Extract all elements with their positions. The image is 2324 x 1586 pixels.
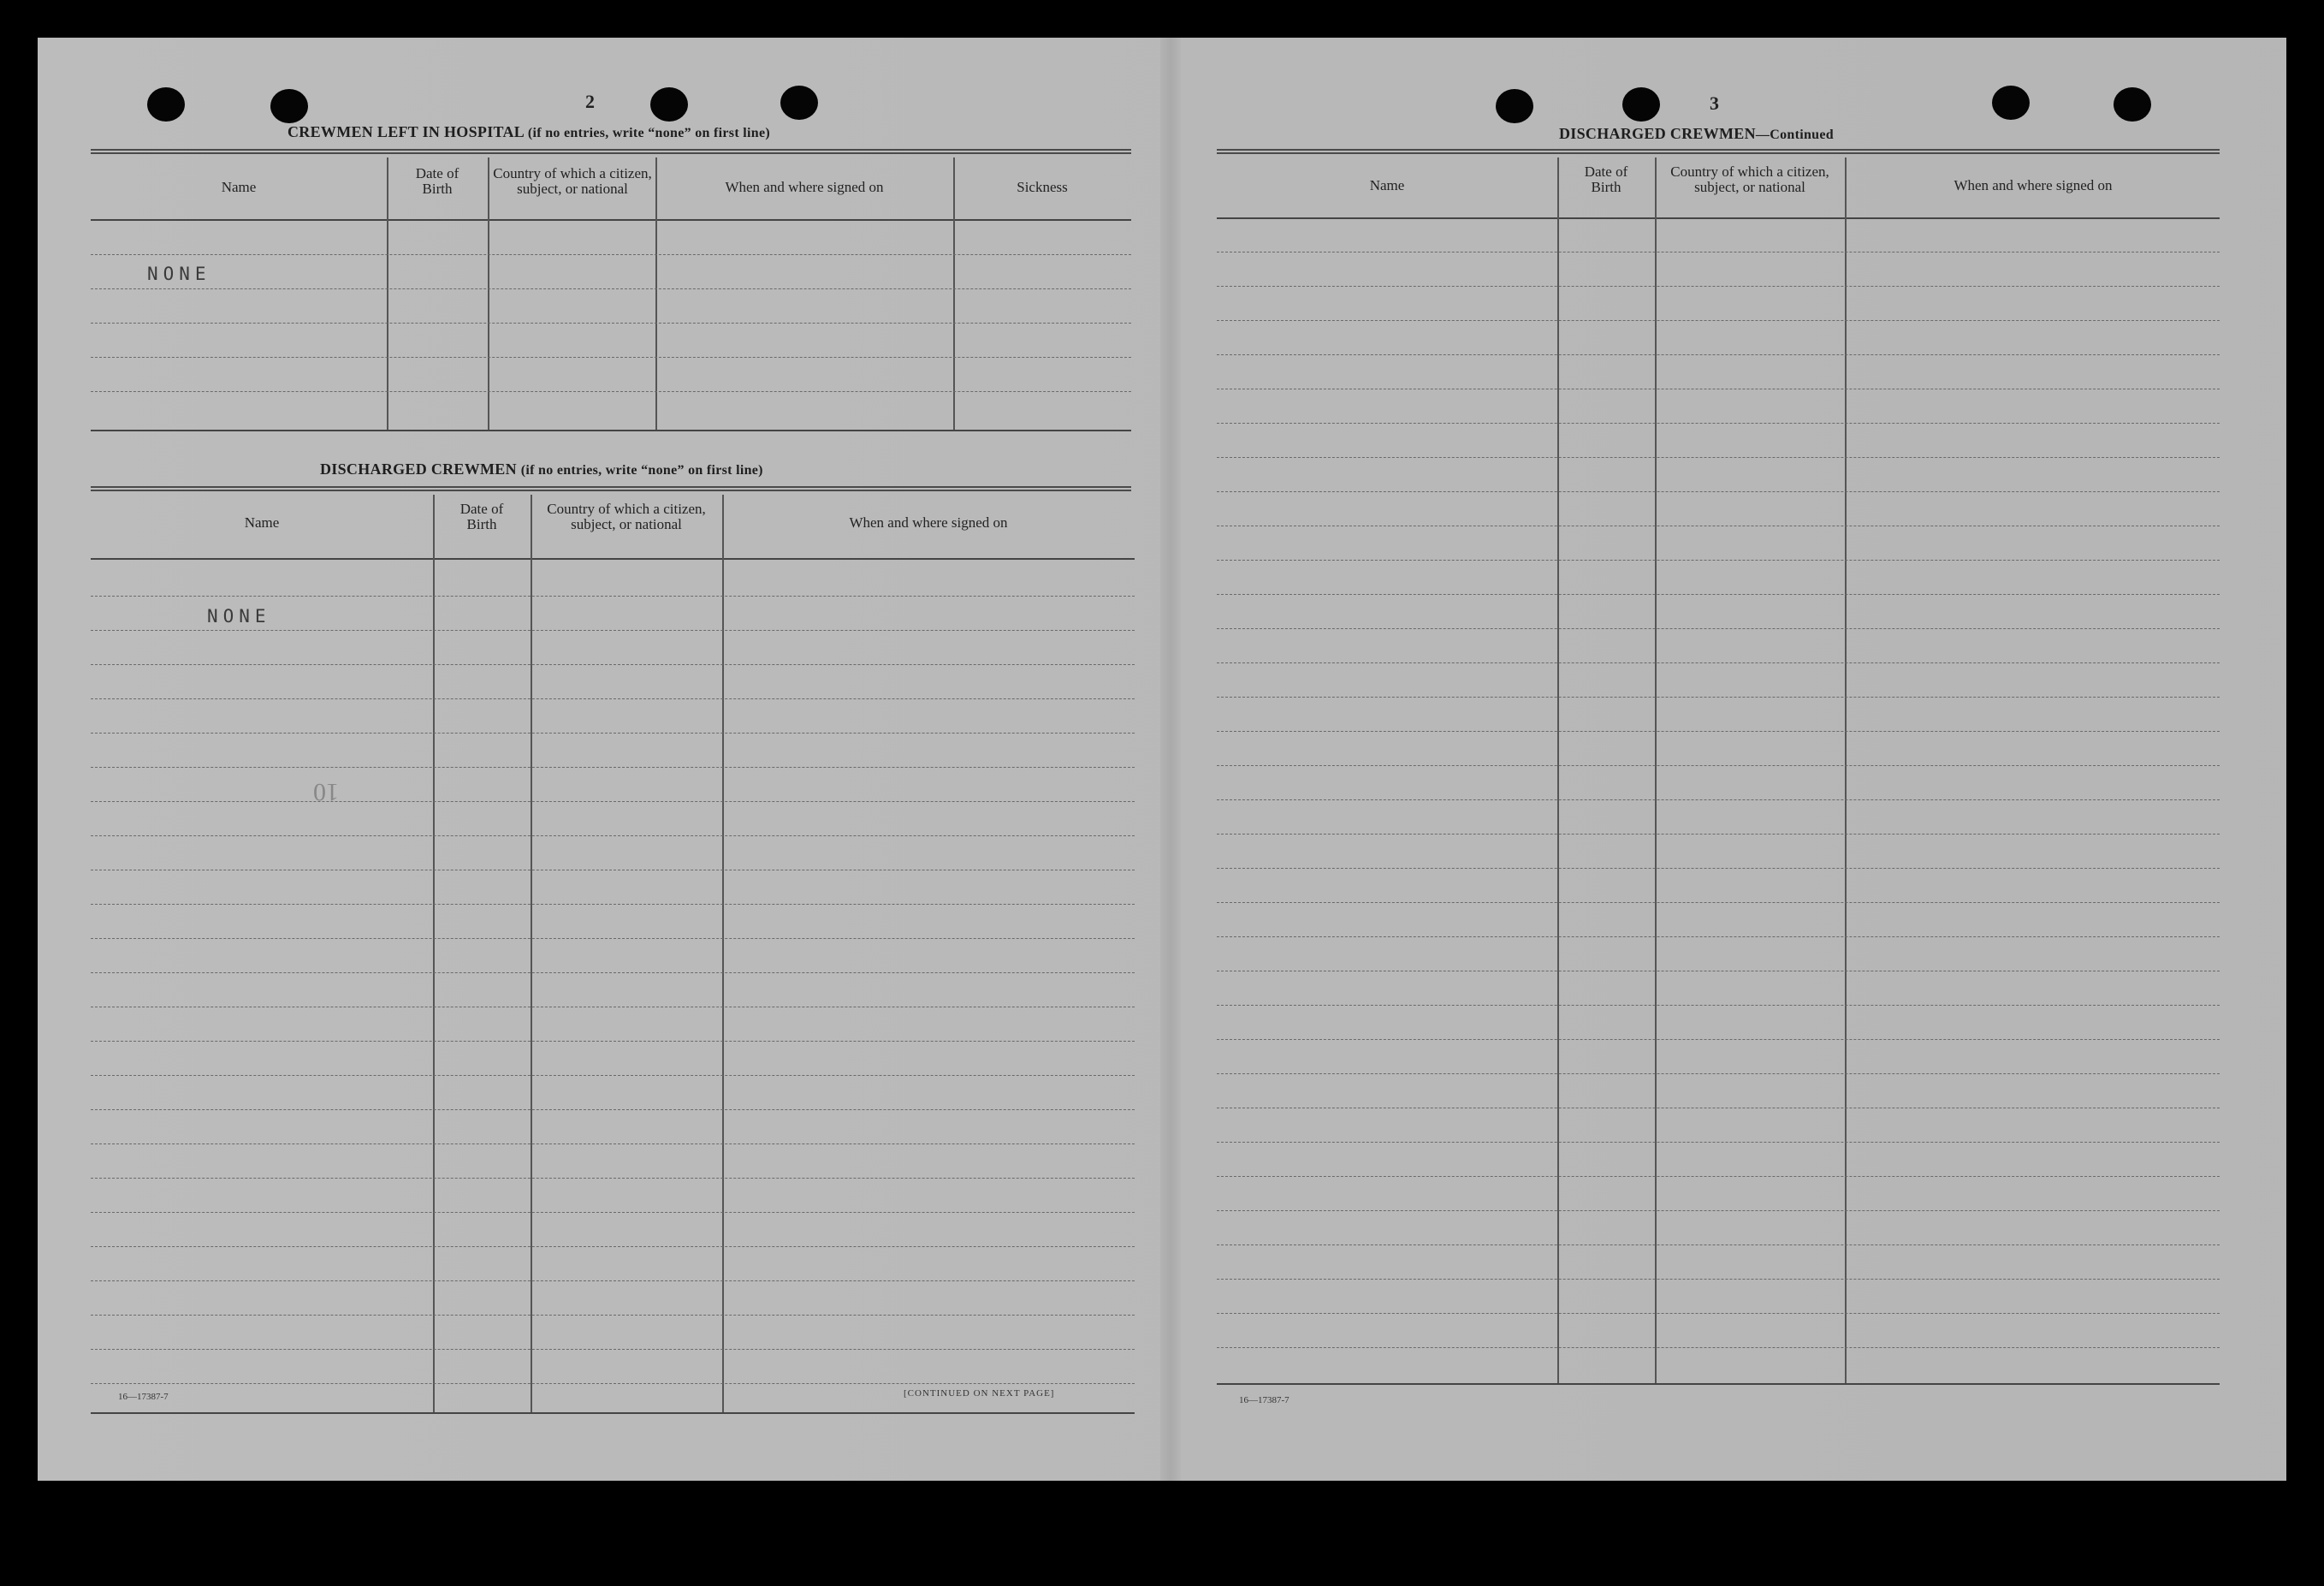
ruled-line — [1217, 1142, 2220, 1143]
ruled-line — [91, 1109, 1135, 1110]
ruled-line — [91, 254, 1131, 255]
ruled-line — [91, 1246, 1135, 1247]
right-section-title — [1559, 125, 1834, 143]
ruled-line — [1217, 731, 2220, 732]
discharged-title-text: DISCHARGED CREWMEN — [320, 460, 517, 478]
ruled-line — [1217, 1244, 2220, 1245]
right-form-number: 16—17387-7 — [1239, 1395, 1289, 1405]
left-form-number: 16—17387-7 — [118, 1392, 169, 1402]
column-header-name: Name — [1369, 177, 1405, 193]
left-page-number: 2 — [585, 91, 595, 112]
hospital-entry-none: NONE — [147, 264, 211, 284]
column-header-country: Country of which a citizen, subject, or national — [493, 165, 652, 197]
ruled-line — [91, 835, 1135, 836]
ruled-line — [1217, 799, 2220, 800]
column-header-signed-on: When and where signed on — [725, 179, 884, 195]
ruled-line — [91, 1280, 1135, 1281]
punch-hole-icon — [1622, 87, 1660, 122]
ruled-line — [91, 904, 1135, 905]
ruled-line — [1217, 765, 2220, 766]
ruled-line — [1217, 354, 2220, 355]
hospital-table — [91, 157, 1131, 431]
column-divider — [722, 495, 724, 1414]
hospital-section-title — [288, 123, 770, 141]
ruled-line — [1217, 662, 2220, 663]
column-header-country: Country of which a citizen, subject, or national — [1670, 163, 1829, 195]
punch-hole-icon — [270, 89, 308, 123]
ruled-line — [91, 1383, 1135, 1384]
ruled-line — [1217, 1347, 2220, 1348]
column-header-signed-on: When and where signed on — [1953, 177, 2113, 193]
column-divider — [433, 495, 435, 1414]
right-table-bottom-rule — [1217, 1383, 2220, 1385]
discharged-table-bottom-rule — [91, 1412, 1135, 1414]
ruled-line — [91, 1178, 1135, 1179]
column-divider — [655, 157, 657, 431]
column-header-signed-on: When and where signed on — [849, 514, 1008, 531]
ruled-line — [1217, 1005, 2220, 1006]
ruled-line — [91, 938, 1135, 939]
column-divider — [1557, 157, 1559, 1385]
ruled-line — [91, 801, 1135, 802]
ruled-line — [91, 357, 1131, 358]
ruled-line — [1217, 423, 2220, 424]
punch-hole-icon — [780, 86, 818, 120]
discharged-entry-none: NONE — [207, 606, 271, 627]
document-sheet — [38, 38, 2286, 1481]
hospital-table-bottom-rule — [91, 430, 1131, 431]
ruled-line — [91, 1075, 1135, 1076]
ruled-line — [91, 1041, 1135, 1042]
ruled-line — [91, 664, 1135, 665]
ruled-line — [1217, 491, 2220, 492]
column-divider — [387, 157, 388, 431]
hospital-title-text: CREWMEN LEFT IN HOSPITAL — [288, 123, 525, 140]
stamp-mark: 10 — [313, 778, 339, 806]
ruled-line — [91, 1143, 1135, 1144]
ruled-line — [91, 391, 1131, 392]
hospital-title-instruction: (if no entries, write “none” on first line) — [527, 126, 770, 140]
column-header-name: Name — [221, 179, 257, 195]
punch-hole-icon — [147, 87, 185, 122]
column-header-sickness: Sickness — [1017, 179, 1068, 195]
column-divider — [1655, 157, 1657, 1385]
discharged-table — [91, 495, 1135, 1414]
ruled-line — [1217, 936, 2220, 937]
ruled-line — [91, 1349, 1135, 1350]
ruled-line — [1217, 594, 2220, 595]
page-fold — [1160, 38, 1181, 1481]
column-header-date-of-birth: Date of Birth — [1584, 163, 1628, 195]
ruled-line — [91, 1315, 1135, 1316]
column-divider — [953, 157, 955, 431]
discharged-title-instruction: (if no entries, write “none” on first line) — [520, 463, 763, 478]
continued-note: [CONTINUED ON NEXT PAGE] — [904, 1388, 1055, 1399]
ruled-line — [1217, 457, 2220, 458]
ruled-line — [1217, 320, 2220, 321]
ruled-line — [1217, 1176, 2220, 1177]
column-divider — [1845, 157, 1847, 1385]
punch-hole-icon — [2114, 87, 2151, 122]
discharged-title-rule — [91, 486, 1131, 491]
right-discharged-table — [1217, 157, 2220, 1385]
ruled-line — [1217, 560, 2220, 561]
right-title-rule — [1217, 149, 2220, 154]
column-divider — [531, 495, 532, 1414]
discharged-section-title — [320, 460, 763, 478]
ruled-line — [1217, 628, 2220, 629]
ruled-line — [91, 323, 1131, 324]
ruled-line — [1217, 1279, 2220, 1280]
ruled-line — [1217, 1073, 2220, 1074]
ruled-line — [91, 288, 1131, 289]
ruled-line — [1217, 902, 2220, 903]
ruled-line — [91, 630, 1135, 631]
ruled-line — [1217, 697, 2220, 698]
ruled-line — [91, 1212, 1135, 1213]
column-header-country: Country of which a citizen, subject, or national — [547, 501, 706, 532]
ruled-line — [91, 698, 1135, 699]
right-title-suffix: —Continued — [1755, 128, 1834, 142]
ruled-line — [91, 733, 1135, 734]
ruled-line — [1217, 868, 2220, 869]
column-divider — [488, 157, 489, 431]
column-header-date-of-birth: Date of Birth — [459, 501, 504, 532]
punch-hole-icon — [650, 87, 688, 122]
hospital-title-rule — [91, 149, 1131, 154]
ruled-line — [1217, 1313, 2220, 1314]
column-header-date-of-birth: Date of Birth — [415, 165, 459, 197]
punch-hole-icon — [1496, 89, 1533, 123]
ruled-line — [1217, 1039, 2220, 1040]
column-header-name: Name — [244, 514, 280, 531]
ruled-line — [91, 596, 1135, 597]
ruled-line — [1217, 1210, 2220, 1211]
right-title-text: DISCHARGED CREWMEN — [1559, 125, 1756, 142]
ruled-line — [91, 972, 1135, 973]
right-page-number: 3 — [1710, 92, 1719, 114]
ruled-line — [1217, 286, 2220, 287]
punch-hole-icon — [1992, 86, 2030, 120]
ruled-line — [1217, 834, 2220, 835]
ruled-line — [91, 767, 1135, 768]
